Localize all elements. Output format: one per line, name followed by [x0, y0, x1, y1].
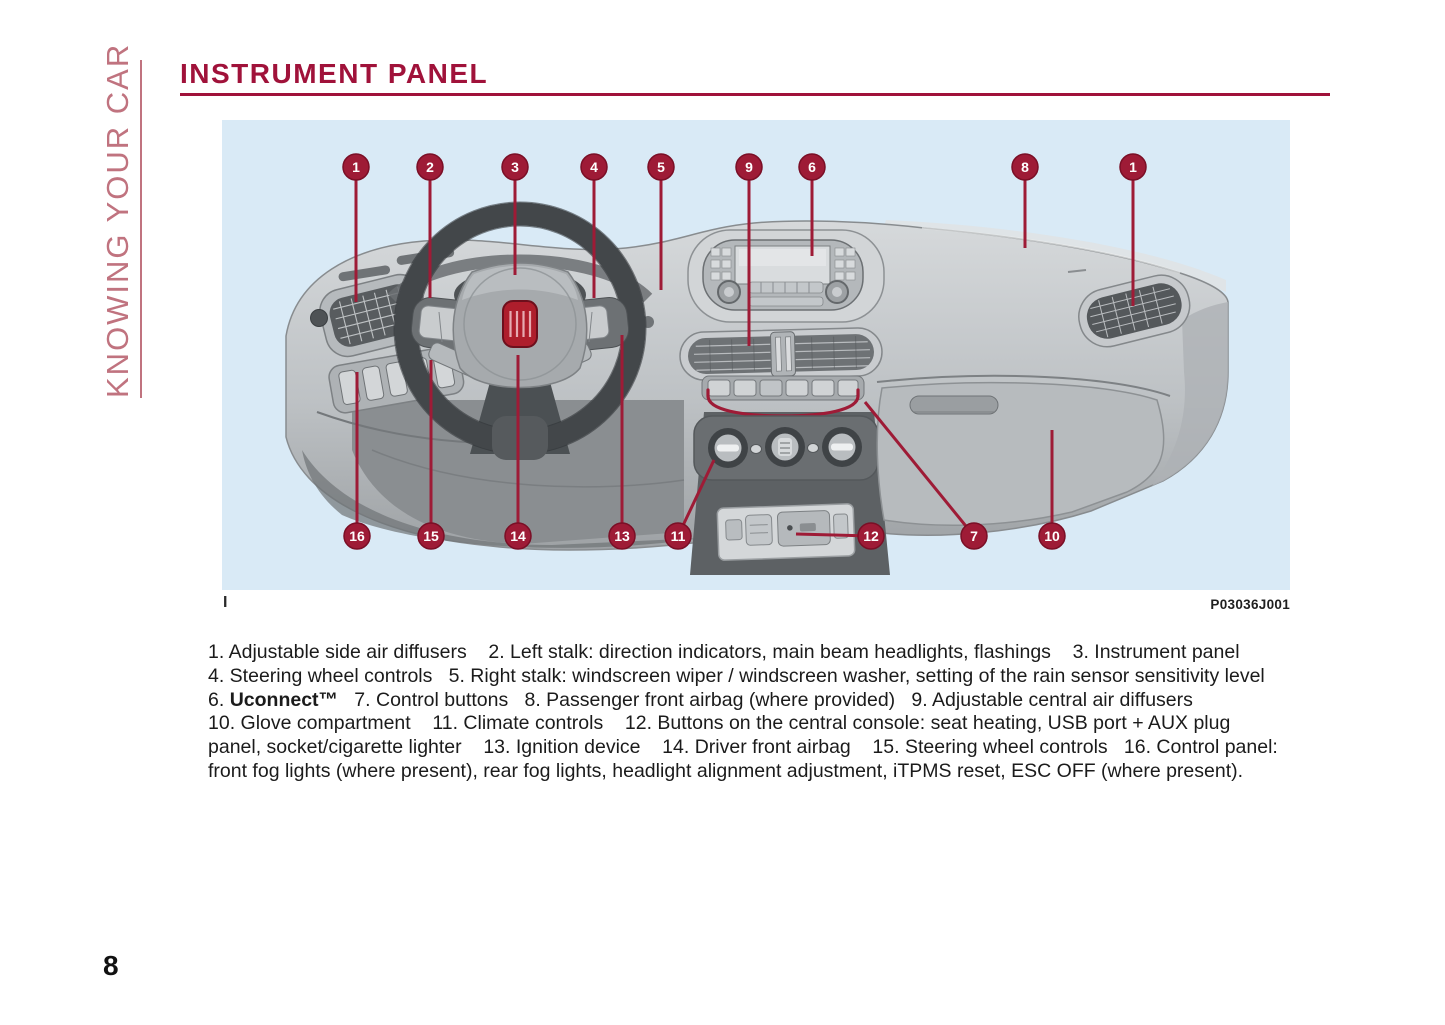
legend-line: panel, socket/cigarette lighter 13. Ignition device 14. Driver front airbag 15. Steering wheel controls 16. Control panel:	[208, 736, 1278, 759]
callout-5-right-stalk	[648, 154, 674, 180]
callout-6-uconnect-screen	[799, 154, 825, 180]
control-buttons-row	[702, 376, 864, 400]
usb-port	[800, 523, 816, 532]
callout-14-driver-front-airbag	[505, 523, 531, 549]
callout-12-central-console-buttons	[858, 523, 884, 549]
callout-3-instrument-panel-cluster	[502, 154, 528, 180]
legend-line	[208, 689, 1348, 713]
callout-2-left-stalk	[417, 154, 443, 180]
callout-10-glove-compartment	[1039, 523, 1065, 549]
dashboard-figure	[222, 120, 1290, 590]
page-title: INSTRUMENT PANEL	[180, 59, 1330, 96]
dashboard-illustration	[222, 120, 1290, 590]
svg-text:7: 7	[970, 528, 978, 544]
temp-knob-marker	[717, 445, 739, 452]
callout-8-passenger-front-airbag	[1012, 154, 1038, 180]
callout-15-steering-wheel-controls-left	[418, 523, 444, 549]
legend-line: front fog lights (where present), rear fog lights, headlight alignment adjustment, iTPMS reset, ESC OFF (where present).	[208, 759, 1244, 782]
legend-line: 10. Glove compartment 11. Climate controls 12. Buttons on the central console: seat heating, USB port + AUX plug	[208, 712, 1231, 735]
callout-1-left-side-air-diffuser	[343, 154, 369, 180]
central-console-buttons	[717, 504, 855, 561]
central-air-diffusers	[679, 327, 882, 380]
svg-text:10: 10	[1044, 528, 1060, 544]
glovebox-handle	[910, 396, 998, 414]
page-number: 8	[103, 950, 119, 981]
svg-text:5: 5	[657, 159, 665, 175]
callout-11-climate-controls	[665, 523, 691, 549]
callout-4-steering-wheel-controls-right	[581, 154, 607, 180]
figure-index-mark: I	[223, 594, 228, 611]
callout-16-control-panel-fog-lights	[344, 523, 370, 549]
callout-13-ignition-device	[609, 523, 635, 549]
svg-text:1: 1	[1129, 159, 1137, 175]
legend-line: 4. Steering wheel controls 5. Right stalk: windscreen wiper / windscreen washer, setting of the rain sensor sensitivity level	[208, 664, 1265, 687]
svg-text:14: 14	[510, 528, 526, 544]
figure-caption-code: P03036J001	[1210, 597, 1290, 612]
svg-text:13: 13	[614, 528, 630, 544]
legend-item-number: 6.	[208, 688, 230, 711]
svg-text:4: 4	[590, 159, 598, 175]
headlight-switch-knob	[311, 310, 328, 327]
svg-text:16: 16	[349, 528, 365, 544]
svg-text:1: 1	[352, 159, 360, 175]
legend-uconnect-bold: Uconnect™	[229, 688, 339, 711]
callout-1-right-side-air-diffuser	[1120, 154, 1146, 180]
svg-text:15: 15	[423, 528, 439, 544]
chapter-sidebar-label: KNOWING YOUR CAR	[98, 60, 142, 398]
svg-text:3: 3	[511, 159, 519, 175]
callout-7-control-buttons	[961, 523, 987, 549]
fiat-badge	[503, 301, 537, 347]
svg-text:6: 6	[808, 159, 816, 175]
svg-text:11: 11	[670, 528, 686, 544]
uconnect-unit	[688, 230, 884, 322]
callout-9-central-air-diffusers	[736, 154, 762, 180]
climate-controls	[694, 416, 878, 480]
svg-text:8: 8	[1021, 159, 1029, 175]
svg-text:12: 12	[863, 528, 879, 544]
figure-legend	[208, 641, 1348, 784]
svg-text:2: 2	[426, 159, 434, 175]
legend-line: 1. Adjustable side air diffusers 2. Left stalk: direction indicators, main beam headlights, flashings 3. Instrument panel	[208, 641, 1240, 663]
svg-text:9: 9	[745, 159, 753, 175]
legend-line-rest: 7. Control buttons 8. Passenger front airbag (where provided) 9. Adjustable central air diffusers	[338, 688, 1193, 711]
